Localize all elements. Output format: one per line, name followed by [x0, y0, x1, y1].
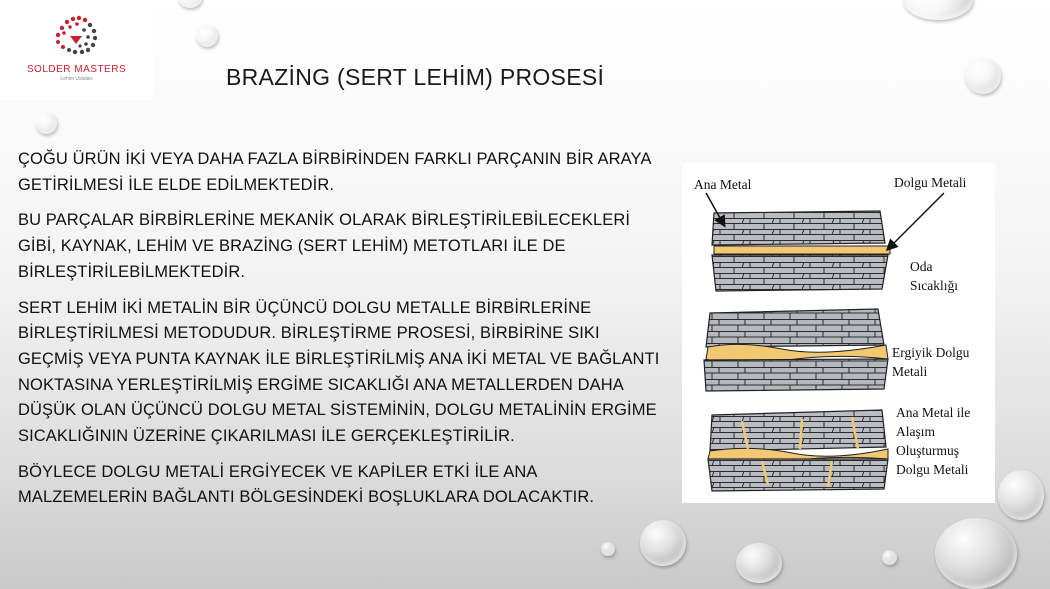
label-filler-metal: Dolgu Metali: [894, 175, 967, 190]
label-room-temperature: Oda Sıcaklığı: [910, 259, 958, 293]
water-drop-decoration: [903, 0, 973, 20]
water-drop-decoration: [36, 113, 57, 134]
water-drop-decoration: [736, 543, 782, 583]
paragraph: SERT LEHİM İKİ METALİN BİR ÜÇÜNCÜ DOLGU METALLE BİRBİRLERİNE BİRLEŞTİRİLMESİ METODUDUR. BİRLEŞTİRME PROSESİ, BİRBİRİNE SIKI GEÇMİŞ VEYA PUNTA KAYNAK İLE BİRLEŞTİRİLMİŞ ANA İKİ METAL VE BAĞLANTI NOKTASINA YERLEŞTİRİLMİŞ ERGİME SICAKLIĞI ANA METALLERDEN DAHA DÜŞÜK OLAN ÜÇÜNCÜ DOLGU METAL SİSTEMİNİN, DOLGU METALİNİN ERGİME SICAKLIĞININ ÜZERİNE ÇIKARILMASI İLE GERÇEKLEŞTİRİLİR.: [18, 298, 660, 446]
logo-name: SOLDER MASTERS: [26, 64, 127, 75]
water-drop-decoration: [965, 58, 1001, 94]
paragraph: BÖYLECE DOLGU METALİ ERGİYECEK VE KAPİLER ETKİ İLE ANA MALZEMELERİN BAĞLANTI BÖLGESİNDEKİ BOŞLUKLARA DOLACAKTIR.: [18, 462, 595, 507]
brazing-diagram: [682, 163, 995, 503]
water-drop-decoration: [640, 520, 686, 566]
stage-room-temperature: [712, 211, 890, 291]
slide-body: [18, 147, 668, 521]
paragraph: ÇOĞU ÜRÜN İKİ VEYA DAHA FAZLA BİRBİRİNDEN FARKLI PARÇANIN BİR ARAYA GETİRİLMESİ İLE ELDE EDİLMEKTEDİR.: [18, 150, 651, 194]
water-drop-decoration: [196, 25, 218, 47]
label-molten-filler: Ergiyik Dolgu Metali: [892, 345, 970, 379]
paragraph: BU PARÇALAR BİRBİRLERİNE MEKANİK OLARAK BİRLEŞTİRİLEBİLECEKLERİ GİBİ, KAYNAK, LEHİM VE BRAZİNG (SERT LEHİM) METOTLARI İLE DE BİRLEŞTİRİLEBİLMEKTEDİR.: [18, 211, 631, 281]
water-drop-decoration: [178, 0, 202, 8]
water-drop-decoration: [882, 550, 897, 565]
label-alloyed-filler: Ana Metal ile Alaşım Oluşturmuş Dolgu Metali: [896, 405, 971, 477]
company-logo: [0, 0, 153, 100]
water-drop-decoration: [935, 518, 1017, 589]
logo-subtitle: Lehim Ustaları: [60, 76, 93, 82]
slide-title: BRAZİNG (SERT LEHİM) PROSESİ: [226, 64, 605, 90]
logo-mark-icon: [0, 0, 153, 64]
water-drop-decoration: [601, 542, 615, 556]
stage-alloyed-filler: [708, 410, 888, 491]
stage-molten-filler: [704, 309, 888, 391]
label-base-metal: Ana Metal: [694, 177, 752, 192]
water-drop-decoration: [998, 470, 1044, 520]
